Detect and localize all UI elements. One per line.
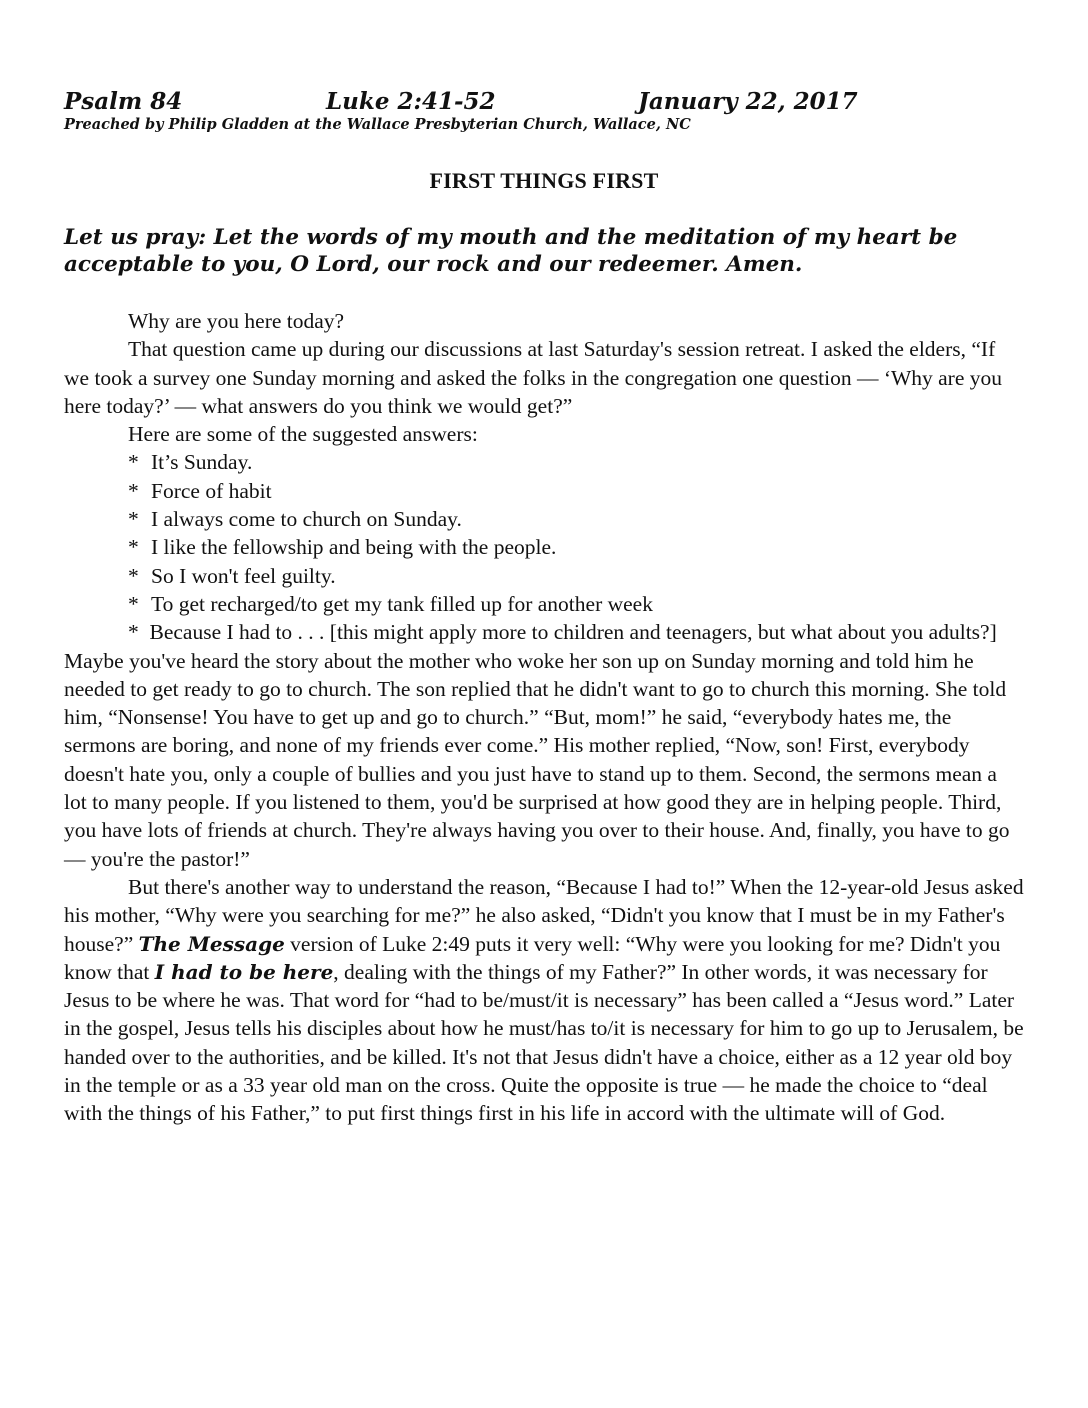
- paragraph-4-text: Because I had to . . . [this might apply more to children and teenagers, but what about you adults?] Maybe you've heard the story about the mother who woke her son up on Sunday morning and told him he needed to get ready to go to church. The son replied that he didn't want to go to church this morning. She told him, “Nonsense! You have to get up and go to church.” “But, mom!” he said, “everybody hates me, the sermons are boring, and none of my friends ever come.” His mother replied, “Now, son! First, everybody doesn't hate you, only a couple of bullies and you just have to stand up to them. Second, the sermons mean a lot to many people. If you listened to them, you'd be surprised at how good they are in helping people. Third, you have lots of friends at church. They're always having you over to their house. And, finally, you have to go — you're the pastor!”: [64, 620, 1010, 871]
- paragraph-5: [64, 873, 1024, 1128]
- list-item: [64, 533, 1024, 561]
- luke-reference: Luke 2:41-52: [326, 88, 496, 115]
- the-message-title: The Message: [138, 931, 285, 956]
- bullet-text: I like the fellowship and being with the people.: [151, 535, 557, 560]
- bullet-text: To get recharged/to get my tank filled up for another week: [151, 591, 653, 616]
- paragraph-4: [64, 618, 1024, 873]
- bullet-star: *: [128, 563, 139, 588]
- list-item: [64, 590, 1024, 618]
- paragraph-1: Why are you here today?: [128, 309, 345, 333]
- bullet-star: *: [128, 450, 139, 475]
- list-item: [64, 448, 1024, 476]
- sermon-body: [64, 307, 1024, 1128]
- emphasis-had-to-be-here: I had to be here: [154, 959, 334, 984]
- list-item: [64, 562, 1024, 590]
- paragraph-5-part-3: , dealing with the things of my Father?” In other words, it was necessary for Jesus to be where he was. That word for “had to be/must/it is necessary” has been called a “Jesus word.” Later in the gospel, Jesus tells his disciples about how he must/has to/it is necessary for him to go up to Jerusalem, be handed over to the authorities, and be killed. It's not that Jesus didn't have a choice, either as a 12 year old boy in the temple or as a 33 year old man on the cross. Quite the opposite is true — he made the choice to “deal with the things of his Father,” to put first things first in his life in accord with the ultimate will of God.: [64, 959, 1024, 1126]
- bullet-star: *: [128, 478, 139, 503]
- paragraph-5-part-2: version of Luke 2:49 puts it very well: “Why were you looking for me? Didn't you know that: [64, 931, 1001, 984]
- sermon-page: [64, 88, 1024, 1128]
- bullet-text: It’s Sunday.: [151, 450, 253, 475]
- bullet-star: *: [128, 507, 139, 532]
- scripture-header: [64, 88, 1024, 116]
- preacher-line: Preached by Philip Gladden at the Wallace Presbyterian Church, Wallace, NC: [64, 116, 691, 133]
- psalm-reference: Psalm 84: [64, 88, 183, 115]
- bullet-text: So I won't feel guilty.: [151, 563, 336, 588]
- paragraph-5-part-1: But there's another way to understand the reason, “Because I had to!” When the 12-year-old Jesus asked his mother, “Why were you searching for me?” he also asked, “Didn't you know that I must be in my Father's house?”: [64, 874, 1024, 956]
- opening-prayer: Let us pray: Let the words of my mouth and the meditation of my heart be acceptable to you, O Lord, our rock and our redeemer. Amen.: [64, 225, 958, 277]
- bullet-star: *: [128, 620, 139, 645]
- bullet-text: Force of habit: [151, 478, 272, 503]
- paragraph-3: Here are some of the suggested answers:: [128, 422, 478, 447]
- bullet-star: *: [128, 591, 139, 616]
- list-item: [64, 505, 1024, 533]
- paragraph-2: That question came up during our discussions at last Saturday's session retreat. I asked the elders, “If we took a survey one Sunday morning and asked the folks in the congregation one question — ‘Why are you here today?’ — what answers do you think we would get?”: [64, 337, 1003, 418]
- bullet-text: I always come to church on Sunday.: [151, 507, 462, 532]
- bullet-star: *: [128, 535, 139, 560]
- sermon-title: FIRST THINGS FIRST: [429, 168, 659, 193]
- sermon-date: January 22, 2017: [638, 88, 858, 115]
- list-item: [64, 477, 1024, 505]
